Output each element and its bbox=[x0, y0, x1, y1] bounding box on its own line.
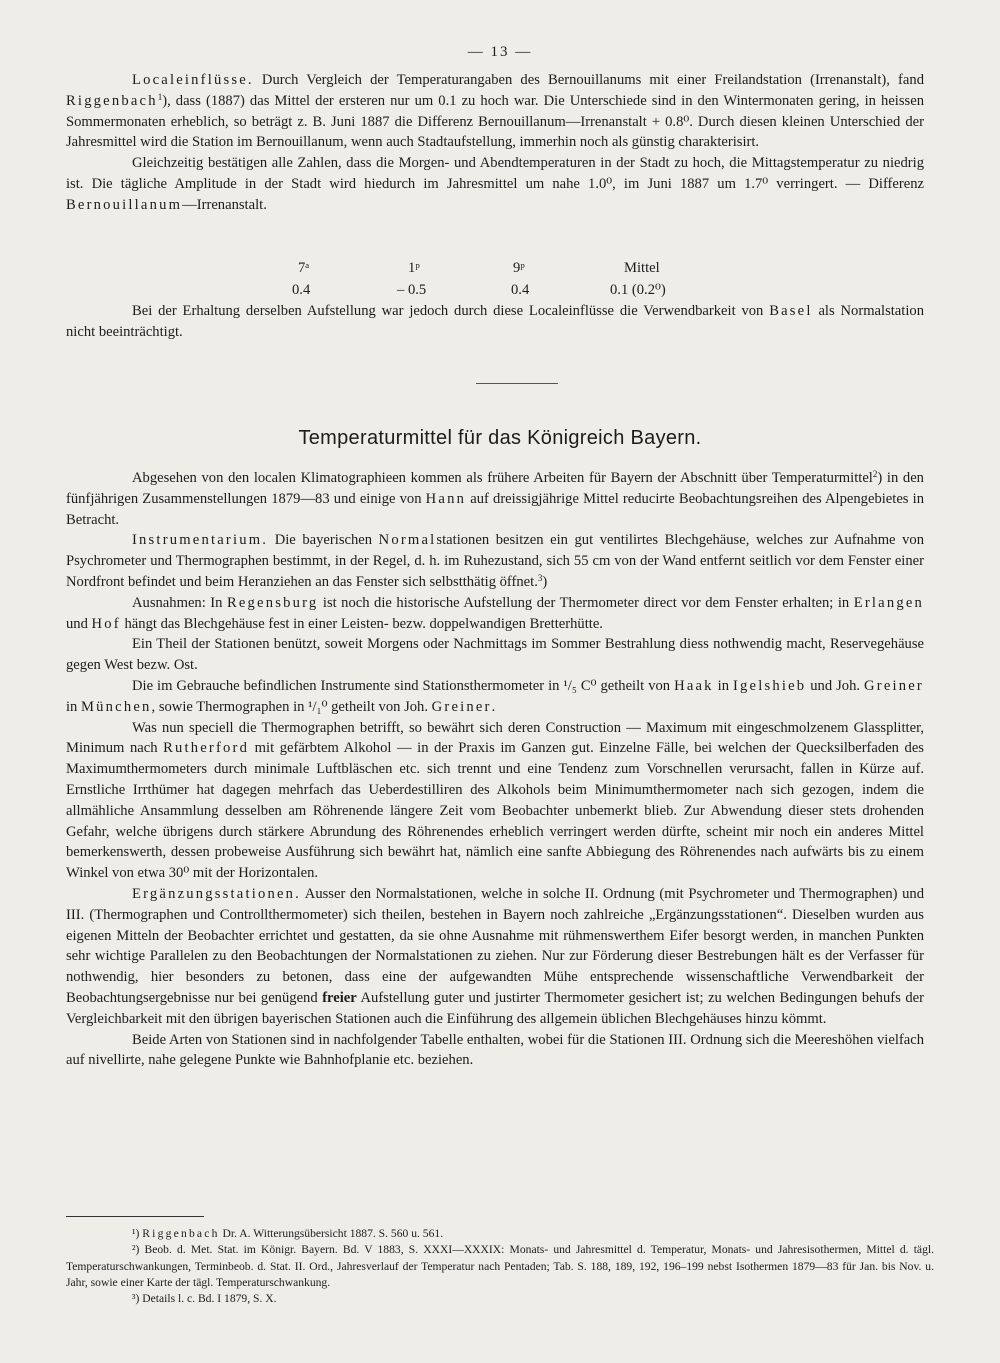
author-name: Hann bbox=[425, 490, 467, 507]
footnote-ref: 2 bbox=[872, 469, 878, 479]
paragraph-thermographen: Was nun speciell die Thermographen betrifft, so bewährt sich deren Construction — Maximum mit eingeschmolzenem Glassplitter, Minimum nach Rutherford mit gefärbtem Alkohol — in der Praxis im Ganzen gut. Einzelne Fälle, bei welchen der Quecksilberfaden des Maximumthermometers durch minimale Luftbläschen etc. sich trennt und eine Tendenz zum Vorschnellen verursacht, fallen in Kürze auf. Ernstliche Irrthümer hat dagegen mehrfach das Ueberdestilliren des Alkohols beim Minimumthermometer nach sich gezogen, indem die allmähliche Ansammlung desselben am Röhrenende längere Zeit vom Beobachter unbemerkt blieb. Zur Abwendung dieser stets drohenden Gefahr, welche übrigens durch stärkere Abrundung des Röhrenendes erheblich verringert werden dürfte, scheint mir noch ein anderes Mittel bemerkenswerth, dessen probeweise Ausführung sich bewährt hat, nämlich eine sanfte Abbiegung des Röhrenendes nach aufwärts bis zu einem Winkel von etwa 30⁰ mit der Horizontalen. bbox=[66, 719, 924, 882]
paragraph-amplitude: Gleichzeitig bestätigen alle Zahlen, dass die Morgen- und Abendtemperaturen in der Stadt zu hoch, die Mittagstemperatur zu niedrig ist. Die tägliche Amplitude in der Stadt wird hiedurch im Jahresmittel um nahe 1.0⁰, im Juni 1887 um 1.7⁰ verringert. — Differenz Bernouillanum—Irrenanstalt. bbox=[66, 155, 924, 213]
place-name: Basel bbox=[769, 303, 813, 319]
paragraph-tabelle: Beide Arten von Stationen sind in nachfolgender Tabelle enthalten, wobei für die Stationen III. Ordnung sich die Meereshöhen vielfach auf nivellirte, nahe gelegene Punkte wie Bahnhofplanie etc. beziehen. bbox=[66, 1031, 924, 1069]
page-number: — 13 — bbox=[467, 44, 533, 60]
paragraph-basel: Bei der Erhaltung derselben Aufstellung war jedoch durch diese Localeinflüsse die Verwendbarkeit von Basel als Normalstation nicht beeinträchtigt. bbox=[66, 303, 924, 340]
footnote-2: ²) Beob. d. Met. Stat. im Königr. Bayern. Bd. V 1883, S. XXXI—XXXIX: Monats- und Jahresmittel d. Temperatur, Monats- und Jahresisothermen, Mittel d. tägl. Temperaturschwankungen, Terminbeob. d. Stat. II. Ord., Jahresverlauf der Temperatur nach Pentaden; Tab. S. 188, 189, 192, 196–199 nebst Isothermen 1879—83 für Jan. bis Nov. u. Jahr, sowie einer Karte der tägl. Temperaturschwankung. bbox=[66, 1243, 934, 1289]
table-value: 0.4 bbox=[292, 282, 311, 298]
spaced-term: Bernouillanum bbox=[66, 196, 183, 213]
footnote-1: ¹) Riggenbach Dr. A. Witterungsübersicht 1887. S. 560 u. 561. bbox=[132, 1227, 444, 1240]
author-name: Riggenbach bbox=[142, 1227, 220, 1240]
paragraph-localeinfluesse: Localeinflüsse. Durch Vergleich der Temperaturangaben des Bernouillanums mit einer Freilandstation (Irrenanstalt), fand Riggenbach$^1$), dass (1887) das Mittel der ersteren nur um 0.1 zu hoch war. Die Unterschiede sind in den Wintermonaten gering, in heissen Sommermonaten erheblich, so beträgt z. B. Juni 1887 die Differenz Bernouillanum—Irrenanstalt + 0.8⁰. Durch diesen kleinen Unterschied der Jahresmittel wird die Station im Bernouillanum, wenn auch Stadtaufstellung, immerhin noch als günstig charakterisirt. bbox=[66, 72, 924, 151]
section-basel bbox=[66, 301, 924, 343]
run-in-heading: Localeinflüsse. bbox=[132, 72, 254, 88]
footnote-ref: 3 bbox=[537, 572, 543, 583]
bold-term: freier bbox=[322, 989, 357, 1006]
author-name: Rutherford bbox=[163, 740, 250, 757]
place-name: Igelshieb bbox=[732, 677, 807, 694]
run-in-heading: Instrumentarium. bbox=[132, 532, 269, 549]
footnote-divider bbox=[66, 1216, 204, 1217]
maker-name: Haak bbox=[674, 677, 714, 694]
table-value: 0.4 bbox=[511, 282, 530, 298]
paragraph-reservegehaeuse: Ein Theil der Stationen benützt, soweit Morgens oder Nachmittags im Sommer Bestrahlung diess nothwendig macht, Reservegehäuse gegen West bezw. Ost. bbox=[66, 636, 924, 674]
section-bayern bbox=[66, 468, 924, 1071]
table-value: 0.1 (0.2⁰) bbox=[610, 282, 666, 298]
footnotes bbox=[66, 1226, 934, 1307]
author-name: Riggenbach bbox=[66, 92, 158, 109]
paragraph-ergaenzungsstationen: Ergänzungsstationen. Ausser den Normalstationen, welche in solche II. Ordnung (mit Psychrometer und Thermographen) und III. (Thermographen und Controllthermometer) sich theilen, bestehen in Bayern noch zahlreiche „Ergänzungsstationen“. Dieselben wurden aus eigenen Mitteln der Beobachter errichtet und gestatten, da sie ohne Ausnahme mit rühmenswerthem Eifer besorgt werden, in manchen Punkten sehr wichtige Parallelen zu den Beobachtungen der Normalstationen zu ziehen. Nur zur Förderung dieser Bestrebungen hält es der Verfasser für nothwendig, hier besonders zu betonen, dass eine der aufgewandten Mühe entsprechende wissenschaftliche Verwendbarkeit der Beobachtungsergebnisse nur bei genügend freier Aufstellung guter und justirter Thermometer gesichert ist; zu welchen Bedingungen behufs der Vergleichbarkeit mit den übrigen bayerischen Stationen auch die Einführung des allgemein üblichen Blechgehäuses hinzu kömmt. bbox=[66, 885, 924, 1027]
table-header-1p: 1ᵖ bbox=[408, 260, 420, 276]
run-in-heading: Ergänzungsstationen. bbox=[132, 885, 301, 902]
table-header-7a: 7ᵃ bbox=[298, 260, 310, 276]
place-name: Regensburg bbox=[226, 594, 319, 611]
place-name: Hof bbox=[91, 615, 121, 632]
section-divider bbox=[476, 383, 558, 384]
table-value: – 0.5 bbox=[397, 282, 427, 298]
section-heading: Temperaturmittel für das Königreich Bayern. bbox=[298, 427, 702, 449]
paragraph-ausnahmen: Ausnahmen: In Regensburg ist noch die historische Aufstellung der Thermometer direct vor dem Fenster erhalten; in Erlangen und Hof hängt das Blechgehäuse fest in einer Leisten- bezw. doppelwandigen Bretterhütte. bbox=[66, 594, 924, 632]
footnote-3: ³) Details l. c. Bd. I 1879, S. X. bbox=[132, 1292, 277, 1306]
paragraph-instrumente: Die im Gebrauche befindlichen Instrumente sind Stationsthermometer in ¹/₅ C⁰ getheilt von Haak in Igelshieb und Joh. Greiner in München, sowie Thermographen in ¹/₁⁰ getheilt von Joh. Greiner. bbox=[66, 677, 924, 715]
maker-name: Greiner bbox=[431, 698, 492, 715]
paragraph-instrumentarium: Instrumentarium. Die bayerischen Normalstationen besitzen ein gut ventilirtes Blechgehäuse, welches zur Aufnahme von Psychrometer und Thermographen bestimmt, in der Regel, d. h. im Ruhezustand, sich 55 cm von der Wand entfernt seitlich vor dem Fenster einer Nordfront befindet und beim Heranziehen an das Fenster sich selbstthätig öffnet.$^3$) bbox=[66, 532, 924, 590]
table-header-9p: 9ᵖ bbox=[513, 260, 525, 276]
paragraph-intro: Abgesehen von den localen Klimatographieen kommen als frühere Arbeiten für Bayern der Abschnitt über Temperaturmittel$^2$) in den fünfjährigen Zusammenstellungen 1879—83 und einige von Hann auf dreissigjährige Mittel reducirte Beobachtungsreihen des Alpengebietes in Betracht. bbox=[66, 469, 924, 528]
spaced-term: Normal bbox=[378, 532, 437, 549]
table-header-mittel: Mittel bbox=[624, 260, 660, 276]
section-localeinfluesse bbox=[66, 70, 924, 216]
place-name: Erlangen bbox=[853, 594, 924, 611]
maker-name: Greiner bbox=[864, 677, 924, 694]
footnote-ref: 1 bbox=[157, 91, 163, 102]
place-name: München bbox=[81, 698, 152, 715]
